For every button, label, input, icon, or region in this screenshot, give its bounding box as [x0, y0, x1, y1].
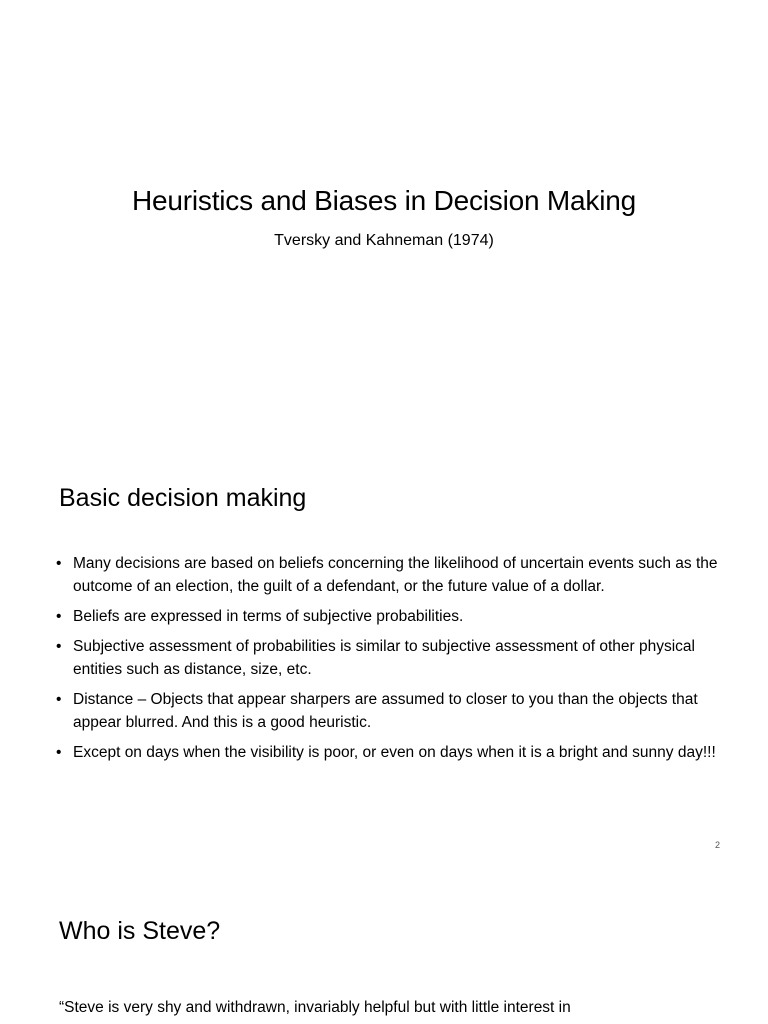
page-number: 2 — [714, 840, 720, 850]
bullet-item — [56, 552, 726, 598]
bullet-item — [56, 635, 726, 681]
slide-heading: Basic decision making — [59, 484, 307, 512]
bullet-text: Distance – Objects that appear sharpers are assumed to closer to you than the objects that appear blurred. And this is a good heuristic. — [73, 691, 698, 731]
bullet-icon: • — [56, 744, 62, 761]
bullet-text: Many decisions are based on beliefs concerning the likelihood of uncertain events such as the outcome of an election, the guilt of a defendant, or the future value of a dollar. — [73, 555, 718, 595]
bullet-text: Subjective assessment of probabilities is similar to subjective assessment of other physical entities such as distance, size, etc. — [73, 638, 695, 678]
bullet-item — [56, 688, 726, 734]
bullet-icon: • — [56, 555, 62, 572]
bullet-item — [56, 741, 726, 764]
bullet-item — [56, 605, 726, 628]
slide-basic-decision-making — [0, 432, 768, 864]
bullet-list — [56, 552, 726, 771]
title-slide — [0, 0, 768, 432]
bullet-icon: • — [56, 691, 62, 708]
bullet-text: Beliefs are expressed in terms of subjective probabilities. — [73, 608, 464, 625]
slide-who-is-steve — [0, 864, 768, 1024]
bullet-icon: • — [56, 638, 62, 655]
bullet-icon: • — [56, 608, 62, 625]
bullet-text: Except on days when the visibility is poor, or even on days when it is a bright and sunny day!!! — [73, 744, 716, 761]
slide-heading: Who is Steve? — [59, 917, 221, 945]
presentation-title: Heuristics and Biases in Decision Making — [132, 185, 636, 216]
steve-quote: “Steve is very shy and withdrawn, invariably helpful but with little interest in — [59, 999, 571, 1016]
presentation-subtitle: Tversky and Kahneman (1974) — [274, 232, 494, 249]
